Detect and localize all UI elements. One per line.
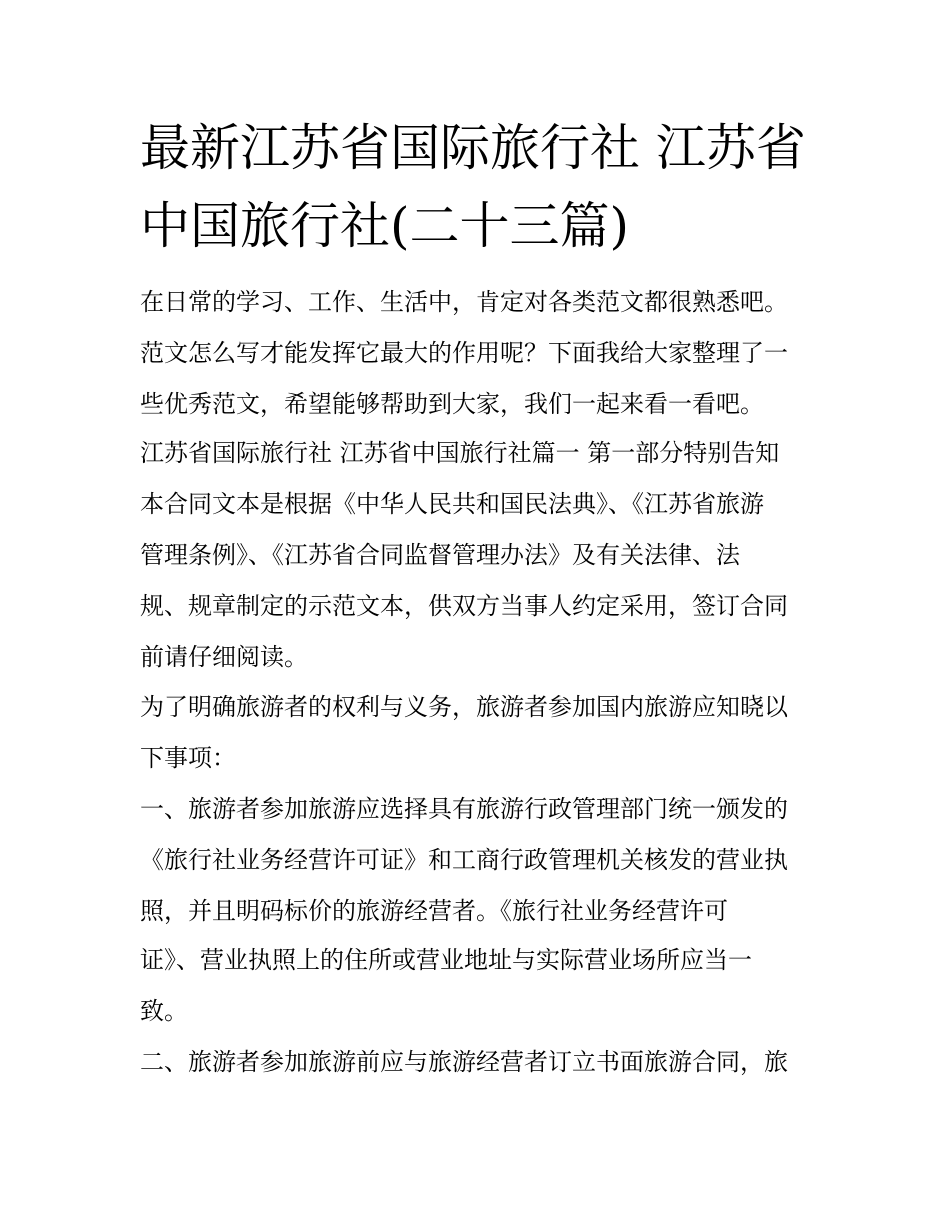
body-line: 为了明确旅游者的权利与义务，旅游者参加国内旅游应知晓以 — [140, 693, 788, 721]
body-line: 本合同文本是根据《中华人民共和国民法典》、《江苏省旅游 — [140, 490, 764, 518]
body-line: 在日常的学习、工作、生活中，肯定对各类范文都很熟悉吧。 — [140, 288, 788, 316]
body-line: 致。 — [140, 997, 188, 1025]
body-line: 一、旅游者参加旅游应选择具有旅游行政管理部门统一颁发的 — [140, 795, 788, 823]
document-title-line-2: 中国旅行社(二十三篇) — [140, 197, 630, 255]
body-line: 《旅行社业务经营许可证》和工商行政管理机关核发的营业执 — [140, 846, 788, 874]
body-line: 江苏省国际旅行社 江苏省中国旅行社篇一 第一部分特别告知 — [140, 439, 780, 467]
body-line: 下事项： — [140, 744, 236, 772]
body-line: 前请仔细阅读。 — [140, 643, 308, 671]
document-title-line-1: 最新江苏省国际旅行社 江苏省 — [140, 119, 806, 177]
body-line: 证》、营业执照上的住所或营业地址与实际营业场所应当一 — [140, 946, 752, 974]
body-line: 些优秀范文，希望能够帮助到大家，我们一起来看一看吧。 — [140, 390, 764, 418]
body-line: 二、旅游者参加旅游前应与旅游经营者订立书面旅游合同，旅 — [140, 1048, 788, 1076]
body-line: 管理条例》、《江苏省合同监督管理办法》及有关法律、法 — [140, 541, 740, 569]
body-line: 范文怎么写才能发挥它最大的作用呢？下面我给大家整理了一 — [140, 339, 788, 367]
body-line: 照，并且明码标价的旅游经营者。《旅行社业务经营许可 — [140, 897, 728, 925]
body-line: 规、规章制定的示范文本，供双方当事人约定采用，签订合同 — [140, 592, 788, 620]
